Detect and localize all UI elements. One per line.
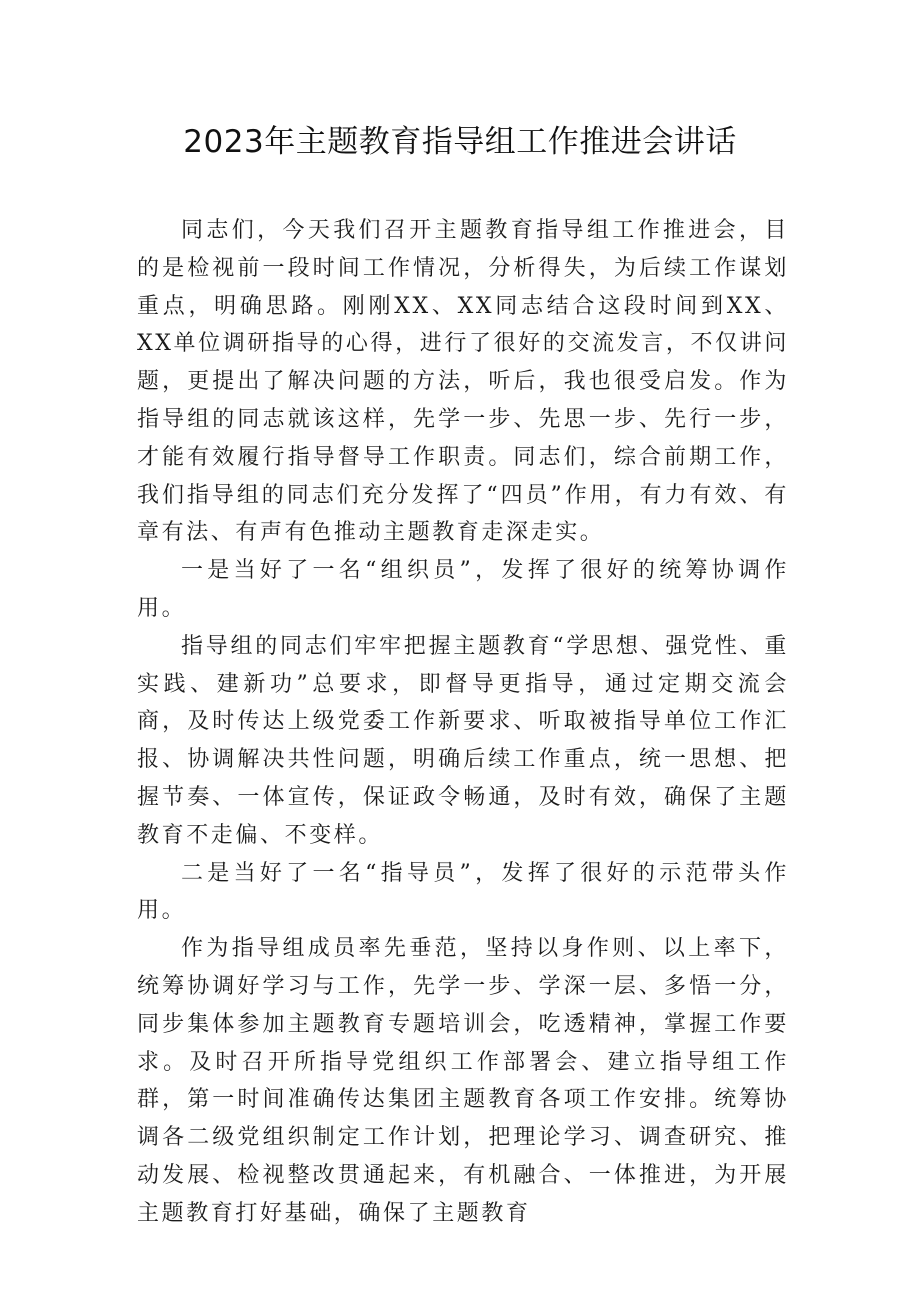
paragraph-organizer-detail: 指导组的同志们牢牢把握主题教育“学思想、强党性、重实践、建新功”总要求，即督导更指导，通过定期交流会商，及时传达上级党委工作新要求、听取被指导单位工作汇报、协调解决共性问题，明确后续工作重点，统一思想、把握节奏、一体宣传，保证政令畅通，及时有效，确保了主题教育不走偏、不变样。	[137, 633, 789, 848]
paragraph-heading-organizer: 一是当好了一名“组织员”，发挥了很好的统筹协调作用。	[137, 558, 789, 621]
document-body	[137, 212, 789, 1233]
paragraph-instructor-detail: 作为指导组成员率先垂范，坚持以身作则、以上率下，统筹协调好学习与工作，先学一步、学深一层、多悟一分，同步集体参加主题教育专题培训会，吃透精神，掌握工作要求。及时召开所指导党组织工作部署会、建立指导组工作群，第一时间准确传达集团主题教育各项工作安排。统筹协调各二级党组织制定工作计划，把理论学习、调查研究、推动发展、检视整改贯通起来，有机融合、一体推进，为开展主题教育打好基础，确保了主题教育	[137, 936, 789, 1226]
paragraph-opening: 同志们，今天我们召开主题教育指导组工作推进会，目的是检视前一段时间工作情况，分析得失，为后续工作谋划重点，明确思路。刚刚XX、XX同志结合这段时间到XX、XX单位调研指导的心得，进行了很好的交流发言，不仅讲问题，更提出了解决问题的方法，听后，我也很受启发。作为指导组的同志就该这样，先学一步、先思一步、先行一步，才能有效履行指导督导工作职责。同志们，综合前期工作，我们指导组的同志们充分发挥了“四员”作用，有力有效、有章有法、有声有色推动主题教育走深走实。	[137, 218, 789, 546]
paragraph-heading-instructor: 二是当好了一名“指导员”，发挥了很好的示范带头作用。	[137, 860, 789, 924]
document-title: 2023年主题教育指导组工作推进会讲话	[183, 124, 737, 160]
